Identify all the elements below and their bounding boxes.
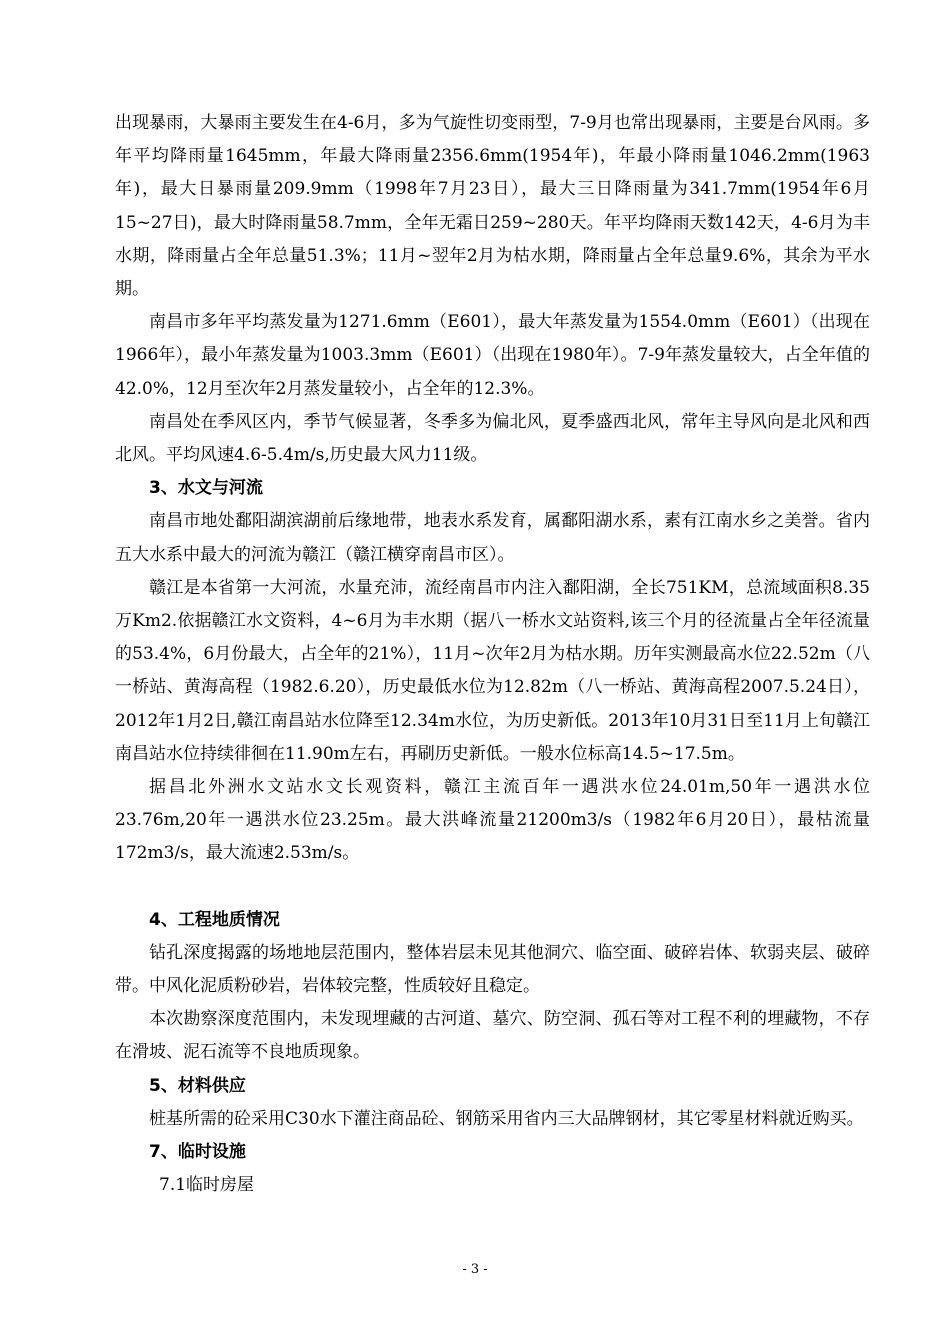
paragraph-flood-levels: 据昌北外洲水文站水文长观资料，赣江主流百年一遇洪水位24.01m,50年一遇洪水位23.76m,20年一遇洪水位23.25m。最大洪峰流量21200m3/s（1982年6月20日），最枯流量172m3/s，最大流速2.53m/s。 [115,777,870,864]
page-number: - 3 - [462,1262,488,1277]
heading-hydrology: 3、水文与河流 [149,478,263,499]
blank-line [115,871,870,904]
heading-geology: 4、工程地质情况 [149,909,280,930]
document-body [115,107,870,1203]
paragraph-ganjiang-river: 赣江是本省第一大河流，水量充沛，流经南昌市内注入鄱阳湖，全长751KM，总流域面积8.35万Km2.依据赣江水文资料，4~6月为丰水期（据八一桥水文站资料,该三个月的径流量占全年径流量的53.4%，6月份最大，占全年的21%），11月~次年2月为枯水期。历年实测最高水位22.52m（八一桥站、黄海高程（1982.6.20），历史最低水位为12.82m（八一桥站、黄海高程2007.5.24日），2012年1月2日,赣江南昌站水位降至12.34m水位，为历史新低。2013年10月31日至11月上旬赣江南昌站水位持续徘徊在11.90m左右，再刷历史新低。一般水位标高14.5~17.5m。 [115,577,870,764]
paragraph-wind: 南昌处在季风区内，季节气候显著，冬季多为偏北风，夏季盛西北风，常年主导风向是北风和西北风。平均风速4.6-5.4m/s,历史最大风力11级。 [115,411,870,466]
heading-materials: 5、材料供应 [149,1075,246,1096]
paragraph-materials: 桩基所需的砼采用C30水下灌注商品砼、钢筋采用省内三大品牌钢材，其它零星材料就近购买。 [149,1108,864,1129]
paragraph-rainfall: 出现暴雨，大暴雨主要发生在4-6月，多为气旋性切变雨型，7-9月也常出现暴雨，主要是台风雨。多年平均降雨量1645mm，年最大降雨量2356.6mm(1954年)，年最小降雨量1046.2mm(1963年)，最大日暴雨量209.9mm（1998年7月23日），最大三日降雨量为341.7mm(1954年6月15~27日)，最大时降雨量58.7mm，全年无霜日259~280天。年平均降雨天数142天，4-6月为丰水期，降雨量占全年总量51.3%；11月~翌年2月为枯水期，降雨量占全年总量9.6%，其余为平水期。 [115,113,870,300]
paragraph-strata: 钻孔深度揭露的场地地层范围内，整体岩层未见其他洞穴、临空面、破碎岩体、软弱夹层、破碎带。中风化泥质粉砂岩，岩体较完整，性质较好且稳定。 [115,942,870,997]
paragraph-survey: 本次勘察深度范围内，未发现埋藏的古河道、墓穴、防空洞、孤石等对工程不利的埋藏物，不存在滑坡、泥石流等不良地质现象。 [115,1009,870,1063]
paragraph-water-system: 南昌市地处鄱阳湖滨湖前后缘地带，地表水系发育，属鄱阳湖水系，素有江南水乡之美誉。省内五大水系中最大的河流为赣江（赣江横穿南昌市区）。 [115,511,870,565]
heading-temporary-facilities: 7、临时设施 [149,1142,246,1163]
paragraph-evaporation: 南昌市多年平均蒸发量为1271.6mm（E601），最大年蒸发量为1554.0mm（E601）（出现在1966年），最小年蒸发量为1003.3mm（E601）（出现在1980年）。7-9年蒸发量较大，占全年值的42.0%，12月至次年2月蒸发量较小，占全年的12.3%。 [115,312,870,399]
subheading-temporary-housing: 7.1临时房屋 [159,1175,255,1196]
